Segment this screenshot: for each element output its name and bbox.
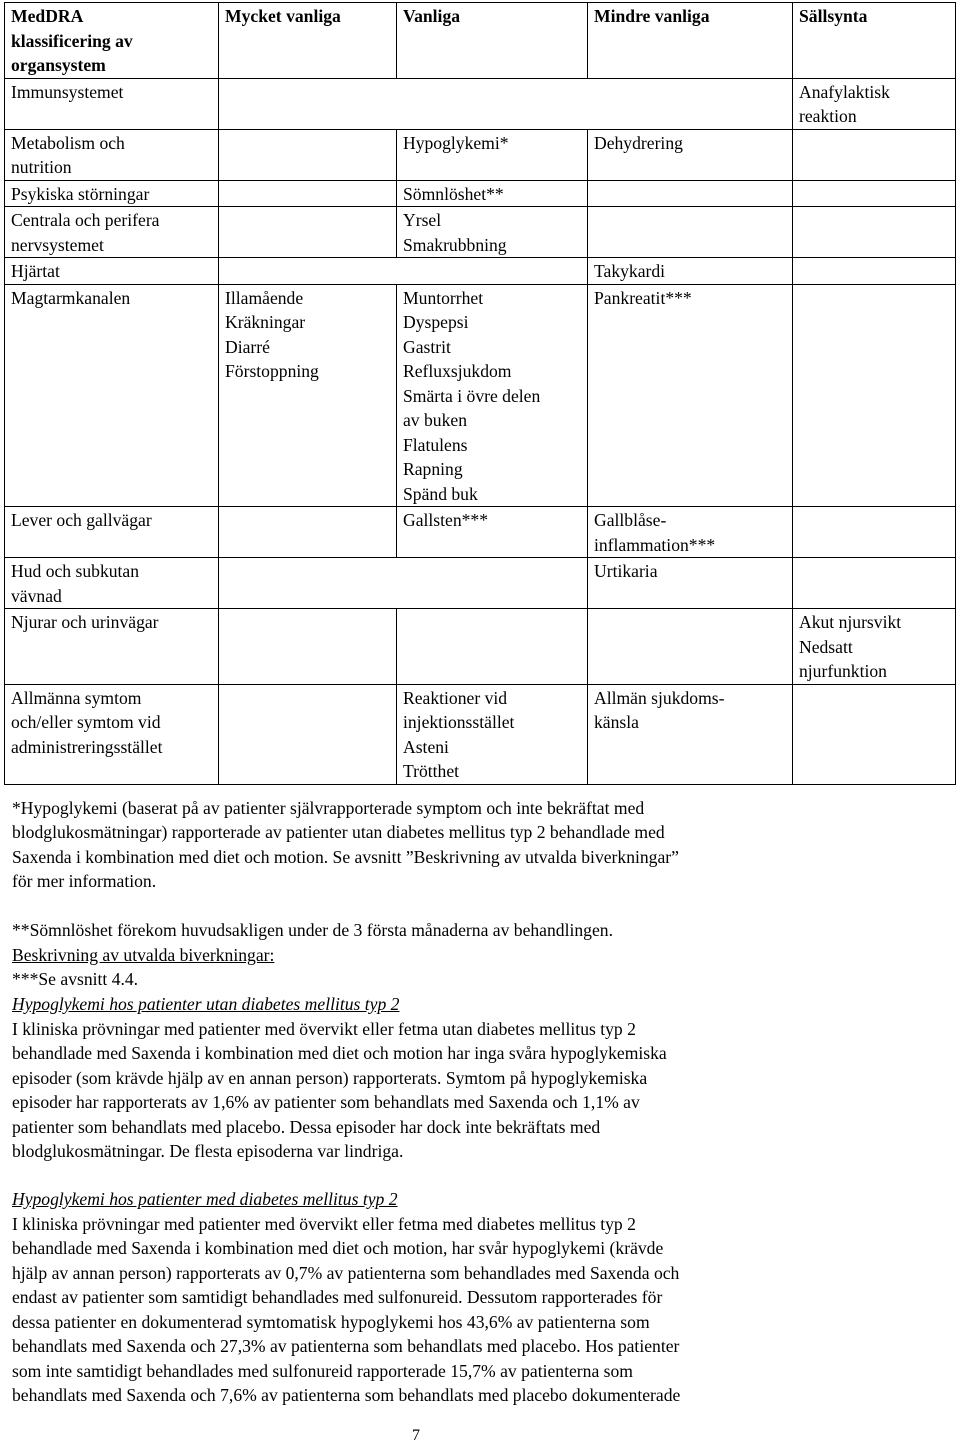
table-row (5, 129, 956, 180)
table-row (5, 684, 956, 784)
header-very-common: Mycket vanliga (219, 3, 397, 79)
rare-cell (793, 684, 956, 784)
section-heading: Beskrivning av utvalda biverkningar: (12, 945, 275, 965)
section-heading-wrap (12, 943, 952, 968)
common-cell: Reaktioner vid injektionsstället Asteni Trötthet (397, 684, 588, 784)
subsection-2 (12, 1187, 952, 1408)
common-cell: Yrsel Smakrubbning (397, 207, 588, 258)
table-row (5, 284, 956, 507)
uncommon-cell: Pankreatit*** (588, 284, 793, 507)
very-common-cell (219, 609, 397, 685)
rare-cell: Akut njursvikt Nedsatt njurfunktion (793, 609, 956, 685)
subsection-2-title: Hypoglykemi hos patienter med diabetes mellitus typ 2 (12, 1189, 398, 1209)
subsection-2-text: I kliniska prövningar med patienter med övervikt eller fetma med diabetes mellitus typ 2 behandlade med Saxenda i kombination med diet och motion, har svår hypoglykemi (krävde hjälp av annan person) rapporterats av 0,7% av patienterna som behandlades med Saxenda och endast av patienter som samtidigt behandlades med sulfonureid. Dessutom rapporterades för dessa patienter en dokumenterad symtomatisk hypoglykemi hos 43,6% av patienterna som behandlats med Saxenda och 27,3% av patienterna som behandlats med placebo. Hos patienter som inte samtidigt behandlades med sulfonureid rapporterade 15,7% av patienterna som behandlats med Saxenda och 7,6% av patienterna som behandlats med placebo dokumenterade (12, 1213, 681, 1405)
common-cell: Gallsten*** (397, 507, 588, 558)
rare-cell (793, 207, 956, 258)
table-header-row (5, 3, 956, 79)
uncommon-cell (588, 180, 793, 207)
footnote-see-section: ***Se avsnitt 4.4. (12, 969, 139, 989)
subsection-1 (12, 992, 952, 1164)
rare-cell (793, 180, 956, 207)
soc-cell: Immunsystemet (5, 78, 219, 129)
uncommon-cell: Takykardi (588, 258, 793, 285)
page-number: 7 (412, 1427, 420, 1444)
very-common-cell (219, 507, 397, 558)
uncommon-cell: Allmän sjukdoms- känsla (588, 684, 793, 784)
table-row (5, 78, 956, 129)
common-cell: Muntorrhet Dyspepsi Gastrit Refluxsjukdom Smärta i övre delen av buken Flatulens Rapning Spänd buk (397, 284, 588, 507)
table-row (5, 507, 956, 558)
soc-cell: Psykiska störningar (5, 180, 219, 207)
empty-cell (219, 78, 793, 129)
common-cell (397, 609, 588, 685)
uncommon-cell: Gallblåse- inflammation*** (588, 507, 793, 558)
common-cell: Hypoglykemi* (397, 129, 588, 180)
header-soc: MedDRA klassificering av organsystem (5, 3, 219, 79)
soc-cell: Allmänna symtom och/eller symtom vid administreringsstället (5, 684, 219, 784)
header-uncommon: Mindre vanliga (588, 3, 793, 79)
uncommon-cell (588, 207, 793, 258)
rare-cell (793, 558, 956, 609)
soc-cell: Njurar och urinvägar (5, 609, 219, 685)
soc-cell: Centrala och perifera nervsystemet (5, 207, 219, 258)
empty-cell (219, 258, 588, 285)
header-common: Vanliga (397, 3, 588, 79)
very-common-cell (219, 684, 397, 784)
footnote-insomnia: **Sömnlöshet förekom huvudsakligen under de 3 första månaderna av behandlingen. (12, 920, 613, 940)
header-rare: Sällsynta (793, 3, 956, 79)
empty-cell (219, 558, 588, 609)
subsection-1-text: I kliniska prövningar med patienter med övervikt eller fetma utan diabetes mellitus typ 2 behandlade med Saxenda i kombination med diet och motion har inga svåra hypoglykemiska episoder (som krävde hjälp av en annan person) rapporterats. Symtom på hypoglykemiska episoder har rapporterats av 1,6% av patienter som behandlats med Saxenda och 1,1% av patienter som behandlats med placebo. Dessa episoder har dock inte bekräftats med blodglukosmätningar. De flesta episoderna var lindriga. (12, 1018, 667, 1161)
soc-cell: Metabolism och nutrition (5, 129, 219, 180)
soc-cell: Magtarmkanalen (5, 284, 219, 507)
very-common-cell (219, 180, 397, 207)
rare-cell (793, 507, 956, 558)
uncommon-cell: Urtikaria (588, 558, 793, 609)
uncommon-cell: Dehydrering (588, 129, 793, 180)
table-row (5, 609, 956, 685)
uncommon-cell (588, 609, 793, 685)
very-common-cell: Illamående Kräkningar Diarré Förstoppning (219, 284, 397, 507)
rare-cell (793, 284, 956, 507)
rare-cell (793, 129, 956, 180)
very-common-cell (219, 207, 397, 258)
footnote-hypoglycemia: *Hypoglykemi (baserat på av patienter självrapporterade symptom och inte bekräftat med blodglukosmätningar) rapporterade av patienter utan diabetes mellitus typ 2 behandlade med Saxenda i kombination med diet och motion. Se avsnitt ”Beskrivning av utvalda biverkningar” för mer information. (12, 797, 679, 891)
very-common-cell (219, 129, 397, 180)
table-row (5, 180, 956, 207)
table-footnotes (12, 771, 942, 1016)
rare-cell (793, 258, 956, 285)
subsection-1-title: Hypoglykemi hos patienter utan diabetes mellitus typ 2 (12, 994, 400, 1014)
table-row (5, 558, 956, 609)
common-cell: Sömnlöshet** (397, 180, 588, 207)
table-row (5, 207, 956, 258)
soc-cell: Hjärtat (5, 258, 219, 285)
soc-cell: Lever och gallvägar (5, 507, 219, 558)
soc-cell: Hud och subkutan vävnad (5, 558, 219, 609)
adverse-reactions-table (4, 2, 956, 785)
table-row (5, 258, 956, 285)
rare-cell: Anafylaktisk reaktion (793, 78, 956, 129)
